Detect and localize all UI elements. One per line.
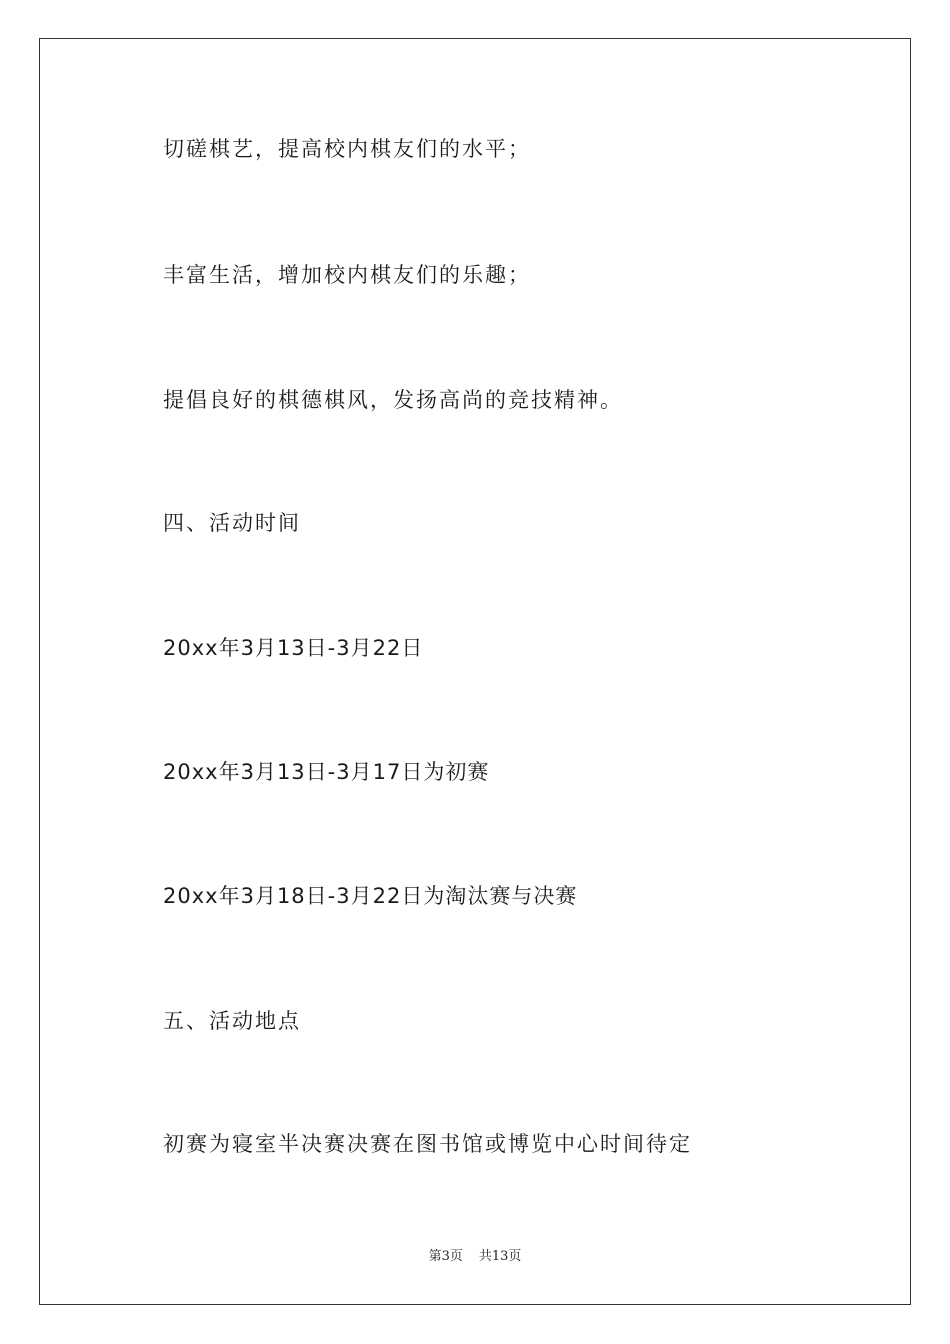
paragraph-location: 初赛为寝室半决赛决赛在图书馆或博览中心时间待定 [163,1132,692,1156]
page-border [39,38,911,1305]
paragraph-time-preliminary: 20xx年3月13日-3月17日为初赛 [163,760,490,784]
paragraph-goal-fun: 丰富生活，增加校内棋友们的乐趣； [163,263,531,287]
page-footer [0,1248,950,1266]
section-heading-time: 四、活动时间 [163,511,301,535]
paragraph-goal-ethics: 提倡良好的棋德棋风，发扬高尚的竞技精神。 [163,388,623,412]
paragraph-time-final: 20xx年3月18日-3月22日为淘汰赛与决赛 [163,884,578,908]
page-number-total: 共13页 [478,1249,522,1264]
section-heading-location: 五、活动地点 [163,1009,301,1033]
page-number-current: 第3页 [428,1249,463,1264]
paragraph-time-range: 20xx年3月13日-3月22日 [163,636,424,660]
paragraph-goal-skill: 切磋棋艺，提高校内棋友们的水平； [163,137,531,161]
